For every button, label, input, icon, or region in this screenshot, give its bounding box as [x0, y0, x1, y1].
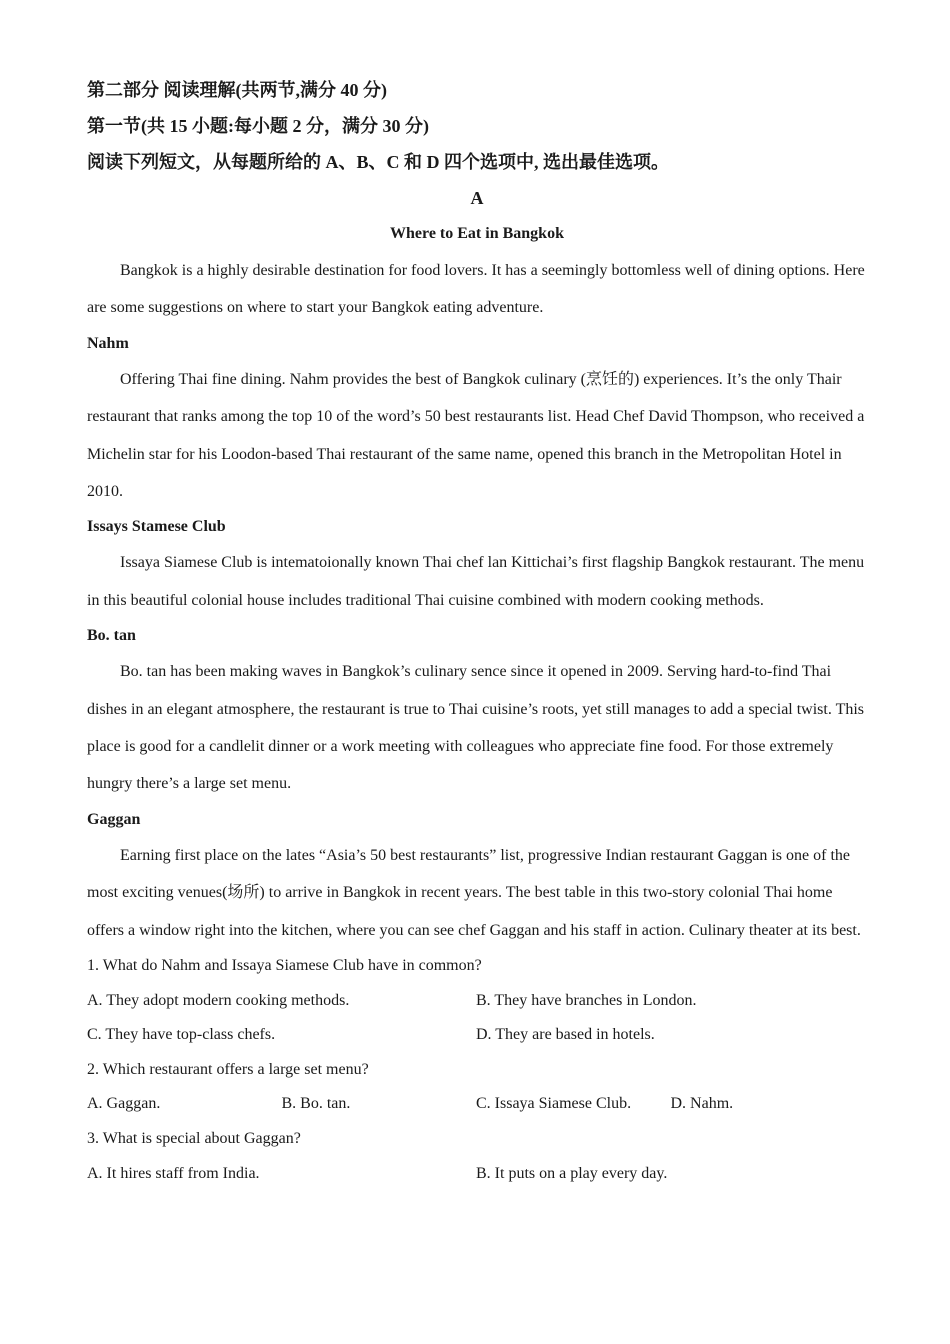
question-stem: 3. What is special about Gaggan?	[87, 1130, 301, 1148]
option-a: A. It hires staff from India.	[87, 1164, 260, 1182]
question-3	[87, 1122, 867, 1191]
document-page	[87, 72, 867, 1191]
option-b: B. They have branches in London.	[476, 991, 697, 1009]
passage-title: Where to Eat in Bangkok	[390, 225, 564, 242]
question-1	[87, 949, 867, 1053]
option-b: B. Bo. tan.	[281, 1095, 351, 1113]
question-stem: 1. What do Nahm and Issaya Siamese Club have in common?	[87, 957, 482, 975]
passage-letter: A	[470, 188, 484, 208]
option-c: C. Issaya Siamese Club.	[476, 1095, 632, 1113]
restaurant-heading-nahm: Nahm	[87, 334, 129, 352]
instruction-text: 阅读下列短文，从每题所给的 A、B、C 和 D 四个选项中, 选出最佳选项。	[87, 152, 669, 172]
option-row	[87, 1087, 867, 1122]
restaurant-text-botan: Bo. tan has been making waves in Bangkok’s culinary sence since it opened in 2009. Serving hard-to-find Thai dishes in an elegant atmosphere, the restaurant is true to Thai cuisine’s roots, yet still manages to add a special twist. This place is good for a candlelit dinner or a work meeting with colleagues who appreciate fine food. For those extremely hungry there’s a large set menu.	[87, 663, 865, 793]
restaurant-text-issaya: Issaya Siamese Club is intematoionally known Thai chef lan Kittichai’s first flagship Bangkok restaurant. The menu in this beautiful colonial house includes traditional Thai cuisine combined with modern cooking methods.	[87, 554, 865, 609]
option-d: D. Nahm.	[670, 1095, 734, 1113]
option-d: D. They are based in hotels.	[476, 1026, 655, 1044]
restaurant-heading-issaya: Issays Stamese Club	[87, 518, 226, 536]
option-row	[87, 1018, 867, 1053]
restaurant-text-gaggan: Earning first place on the lates “Asia’s 50 best restaurants” list, progressive Indian restaurant Gaggan is one of the most exciting venues(场所) to arrive in Bangkok in recent years. The best table in this two-story colonial Thai home offers a window right into the kitchen, where you can see chef Gaggan and his staff in action. Culinary theater at its best.	[87, 846, 861, 939]
option-row	[87, 984, 867, 1019]
section-heading: 第一节(共 15 小题:每小题 2 分，满分 30 分)	[87, 116, 429, 136]
part-heading: 第二部分 阅读理解(共两节,满分 40 分)	[87, 80, 387, 100]
restaurant-heading-gaggan: Gaggan	[87, 810, 141, 828]
option-c: C. They have top-class chefs.	[87, 1026, 276, 1044]
passage-intro: Bangkok is a highly desirable destination for food lovers. It has a seemingly bottomless well of dining options. Here are some suggestions on where to start your Bangkok eating adventure.	[87, 262, 865, 317]
question-stem: 2. Which restaurant offers a large set menu?	[87, 1060, 369, 1078]
question-2	[87, 1053, 867, 1122]
option-a: A. Gaggan.	[87, 1095, 161, 1113]
restaurant-heading-botan: Bo. tan	[87, 627, 136, 645]
option-a: A. They adopt modern cooking methods.	[87, 991, 350, 1009]
option-b: B. It puts on a play every day.	[476, 1164, 668, 1182]
restaurant-text-nahm: Offering Thai fine dining. Nahm provides the best of Bangkok culinary (烹饪的) experiences. It’s the only Thair restaurant that ranks among the top 10 of the word’s 50 best restaurants list. Head Chef David Thompson, who received a Michelin star for his Loodon-based Thai restaurant of the same name, opened this branch in the Metropolitan Hotel in 2010.	[87, 370, 865, 501]
option-row	[87, 1157, 867, 1192]
